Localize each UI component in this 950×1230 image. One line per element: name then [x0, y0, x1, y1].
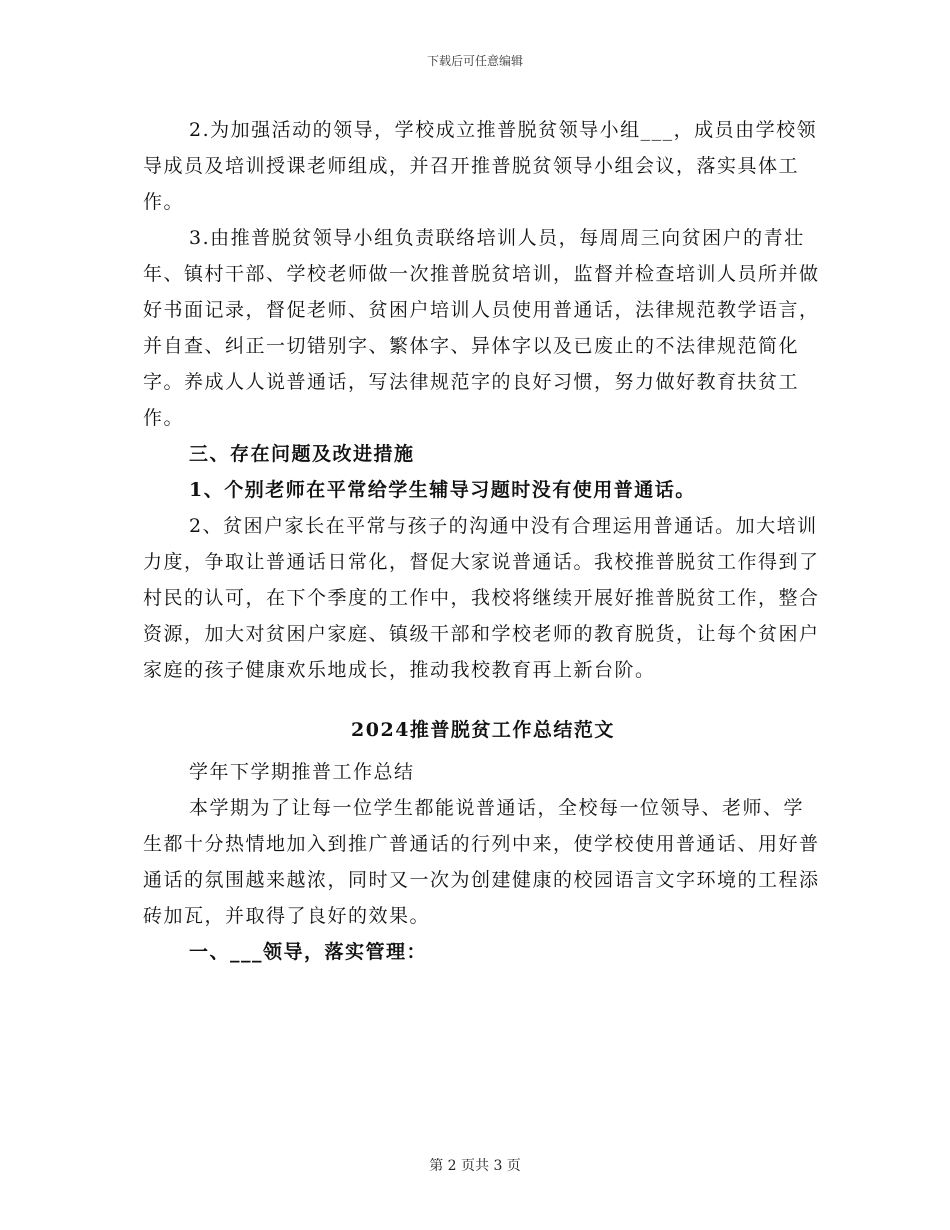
paragraph-item-2: 2.为加强活动的领导，学校成立推普脱贫领导小组___，成员由学校领导成员及培训授课老师组成，并召开推普脱贫领导小组会议，落实具体工作。 — [143, 119, 818, 213]
document-title: 2024推普脱贫工作总结范文 — [351, 719, 615, 741]
document-body — [143, 112, 823, 970]
problem-item-1: 1、个别老师在平常给学生辅导习题时没有使用普通话。 — [189, 479, 696, 501]
section-heading-leadership: 一、___领导，落实管理： — [189, 941, 428, 963]
problem-item-2: 2、贫困户家长在平常与孩子的沟通中没有合理运用普通话。加大培训力度，争取让普通话日常化，督促大家说普通话。我校推普脱贫工作得到了村民的认可，在下个季度的工作中，我校将继续开展好推普脱贫工作，整合资源，加大对贫困户家庭、镇级干部和学校老师的教育脱货，让每个贫困户家庭的孩子健康欢乐地成长，推动我校教育再上新台阶。 — [143, 515, 820, 681]
page-footer: 第 2 页共 3 页 — [429, 1158, 521, 1174]
subtitle-line: 学年下学期推普工作总结 — [189, 761, 415, 783]
intro-paragraph: 本学期为了让每一位学生都能说普通话，全校每一位领导、老师、学生都十分热情地加入到推广普通话的行列中来，使学校使用普通话、用好普通话的氛围越来越浓，同时又一次为创建健康的校园语言文字环境的工程添砖加瓦，并取得了良好的效果。 — [143, 797, 820, 927]
page-header: 下载后可任意编辑 — [426, 54, 523, 68]
section-heading-problems: 三、存在问题及改进措施 — [189, 443, 415, 465]
paragraph-item-3: 3.由推普脱贫领导小组负责联络培训人员，每周周三向贫困户的青壮年、镇村干部、学校老师做一次推普脱贫培训，监督并检查培训人员所并做好书面记录，督促老师、贫困户培训人员使用普通话，法律规范教学语言，并自查、纠正一切错别字、繁体字、异体字以及已废止的不法律规范简化字。养成人人说普通话，写法律规范字的良好习惯，努力做好教育扶贫工作。 — [143, 227, 820, 429]
